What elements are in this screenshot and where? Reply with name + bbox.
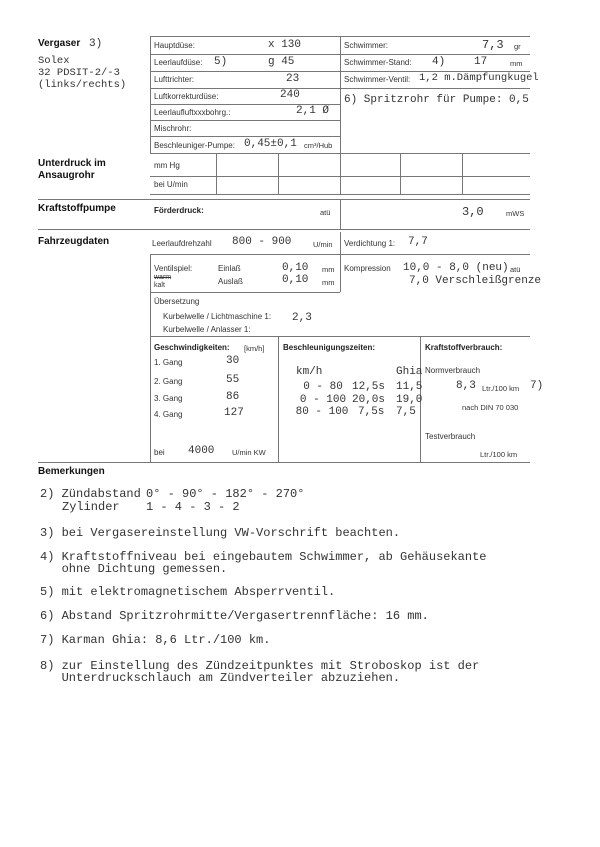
- beschleunigung-row-1-range: 0 - 80: [303, 381, 343, 393]
- luftkorrekturduese-label: Luftkorrekturdüse:: [154, 92, 219, 101]
- verbrauch-title: Kraftstoffverbrauch:: [425, 343, 503, 352]
- leerlaufduese-value: g 45: [268, 56, 295, 68]
- schwimmer-ventil-label: Schwimmer-Ventil:: [344, 75, 411, 84]
- foerderdruck-unit-left: atü: [320, 208, 331, 217]
- foerderdruck-unit-right: mWS: [506, 209, 525, 218]
- beschleunigung-row-3-ghia: 7,5: [396, 406, 416, 418]
- beschleunigung-row-3-time: 7,5s: [358, 406, 385, 418]
- schwimmer-stand-value: 17: [474, 56, 488, 68]
- vergaser-model-line-1: Solex: [38, 55, 70, 67]
- vergaser-title: Vergaser 3): [38, 38, 103, 50]
- schwimmer-ventil-value: 1,2 m.Dämpfungkugel: [419, 72, 539, 84]
- divider: [340, 153, 341, 194]
- schwimmer-unit: gr: [514, 42, 521, 51]
- spritzrohr-note: 6) Spritzrohr für Pumpe: 0,5: [344, 94, 529, 106]
- beschleunigung-row-2-ghia: 19,0: [396, 394, 423, 406]
- gang-3-label: 3. Gang: [154, 394, 183, 403]
- divider: [38, 199, 530, 200]
- divider: [150, 336, 530, 337]
- leerlaufluftbohrung-label: Leerlaufluftxxxbohrg.:: [154, 108, 231, 117]
- auslass-label: Auslaß: [218, 277, 243, 286]
- divider: [150, 254, 151, 336]
- leerlaufduese-note: 5): [214, 56, 228, 68]
- divider: [150, 292, 340, 293]
- testverbrauch-label: Testverbrauch: [425, 432, 476, 441]
- schwimmer-stand-label: Schwimmer-Stand:: [344, 58, 412, 67]
- schwimmer-label: Schwimmer:: [344, 41, 389, 50]
- beschleuniger-pumpe-value: 0,45±0,1: [244, 138, 297, 150]
- beschleunigung-col-ghia: Ghia: [396, 366, 423, 378]
- geschwindigkeiten-title: Geschwindigkeiten:: [154, 343, 230, 352]
- divider: [340, 254, 341, 292]
- ventilspiel-label: Ventilspiel:: [154, 264, 193, 273]
- divider: [216, 153, 217, 194]
- gang-4-label: 4. Gang: [154, 410, 183, 419]
- beschleunigung-row-2-range: 0 - 100: [299, 394, 347, 406]
- note-4-line-2: ohne Dichtung gemessen.: [40, 562, 228, 576]
- ventilspiel-warm-label: warm: [154, 274, 172, 281]
- hauptduese-label: Hauptdüse:: [154, 41, 195, 50]
- divider: [340, 199, 341, 229]
- zuendabstand-label: 2) Zündabstand: [40, 487, 141, 501]
- verdichtung-label: Verdichtung 1:: [344, 239, 396, 248]
- geschwindigkeiten-unit: [km/h]: [244, 344, 265, 353]
- divider: [150, 336, 151, 462]
- kurbel-anlasser-label: Kurbelwelle / Anlasser 1:: [163, 325, 251, 334]
- beschleuniger-pumpe-label: Beschleuniger-Pumpe:: [154, 141, 235, 150]
- unterdruck-title-1: Unterdruck im: [38, 158, 106, 169]
- hauptduese-value: x 130: [268, 39, 302, 51]
- ventilspiel-kalt-label: kalt: [154, 282, 165, 289]
- divider: [150, 36, 151, 153]
- gang-1-label: 1. Gang: [154, 358, 183, 367]
- divider: [400, 153, 401, 194]
- normverbrauch-unit: Ltr./100 km: [482, 384, 520, 393]
- schwimmer-stand-note: 4): [432, 56, 446, 68]
- note-7: 7) Karman Ghia: 8,6 Ltr./100 km.: [40, 633, 271, 647]
- fahrzeugdaten-title: Fahrzeugdaten: [38, 236, 110, 247]
- einlass-label: Einlaß: [218, 264, 241, 273]
- beschleunigung-row-3-range: 80 - 100: [295, 406, 349, 418]
- beschleunigung-row-1-time: 12,5s: [352, 381, 386, 393]
- leerlaufdrehzahl-unit: U/min: [313, 240, 333, 249]
- leerlaufdrehzahl-label: Leerlaufdrehzahl: [152, 239, 212, 248]
- beschleunigung-title: Beschleunigungszeiten:: [283, 343, 376, 352]
- leerlaufdrehzahl-value: 800 - 900: [232, 236, 292, 248]
- note-6: 6) Abstand Spritzrohrmitte/Vergasertrennfläche: 16 mm.: [40, 609, 429, 623]
- normverbrauch-label: Normverbrauch: [425, 366, 481, 375]
- note-5: 5) mit elektromagnetischem Absperrventil.: [40, 585, 336, 599]
- zylinder-label: Zylinder: [62, 500, 120, 514]
- auslass-unit: mm: [322, 278, 335, 287]
- leerlaufluftbohrung-value: 2,1 Ø: [296, 105, 330, 117]
- divider: [278, 336, 279, 462]
- kurbel-licht-value: 2,3: [292, 312, 312, 324]
- schwimmer-value: 7,3: [482, 38, 504, 52]
- kompression-value-1: 10,0 - 8,0 (neu): [403, 262, 509, 274]
- bei-unit: U/min KW: [232, 448, 266, 457]
- beschleunigung-row-2-time: 20,0s: [352, 394, 386, 406]
- bemerkungen-title: Bemerkungen: [38, 466, 105, 477]
- einlass-unit: mm: [322, 265, 335, 274]
- leerlaufduese-label: Leerlaufdüse:: [154, 58, 203, 67]
- zylinder-value: 1 - 4 - 3 - 2: [146, 500, 240, 514]
- divider: [38, 462, 530, 463]
- vergaser-model-line-2: 32 PDSIT-2/-3: [38, 67, 120, 79]
- auslass-value: 0,10: [282, 274, 309, 286]
- divider: [278, 153, 279, 194]
- beschleunigung-col-kmh: km/h: [296, 366, 323, 378]
- kurbel-licht-label: Kurbelwelle / Lichtmaschine 1:: [163, 312, 272, 321]
- gang-1-value: 30: [226, 355, 240, 367]
- note-4-line-1: 4) Kraftstoffniveau bei eingebautem Schwimmer, ab Gehäusekante: [40, 550, 487, 564]
- kompression-value-2: 7,0 Verschleißgrenze: [409, 275, 542, 287]
- schwimmer-stand-unit: mm: [510, 59, 523, 68]
- divider: [462, 153, 463, 194]
- divider: [340, 36, 341, 153]
- lufttrichter-value: 23: [286, 73, 300, 85]
- divider: [150, 136, 340, 137]
- note-3: 3) bei Vergasereinstellung VW-Vorschrift beachten.: [40, 526, 401, 540]
- foerderdruck-label: Förderdruck:: [154, 206, 204, 215]
- lufttrichter-label: Lufttrichter:: [154, 75, 195, 84]
- beschleunigung-row-1-ghia: 11,5: [396, 381, 423, 393]
- divider: [340, 232, 341, 254]
- unterdruck-mmhg-label: mm Hg: [154, 161, 180, 170]
- din-label: nach DIN 70 030: [462, 403, 519, 412]
- note-8-line-2: Unterdruckschlauch am Zündverteiler abzuziehen.: [40, 671, 401, 685]
- bei-label: bei: [154, 448, 165, 457]
- uebersetzung-label: Übersetzung: [154, 297, 200, 306]
- mischrohr-label: Mischrohr:: [154, 124, 192, 133]
- unterdruck-umin-label: bei U/min: [154, 180, 188, 189]
- gang-3-value: 86: [226, 391, 240, 403]
- vergaser-model-line-3: (links/rechts): [38, 79, 127, 91]
- testverbrauch-unit: Ltr./100 km: [480, 450, 518, 459]
- beschleuniger-pumpe-unit: cm³/Hub: [304, 141, 333, 150]
- bei-value: 4000: [188, 445, 215, 457]
- luftkorrekturduese-value: 240: [280, 89, 300, 101]
- kompression-label: Kompression: [344, 264, 391, 273]
- gang-4-value: 127: [224, 407, 244, 419]
- einlass-value: 0,10: [282, 262, 309, 274]
- kraftstoffpumpe-title: Kraftstoffpumpe: [38, 203, 116, 214]
- unterdruck-title-2: Ansaugrohr: [38, 170, 95, 181]
- normverbrauch-note: 7): [530, 380, 544, 392]
- gang-2-value: 55: [226, 374, 240, 386]
- zuendabstand-value: 0° - 90° - 182° - 270°: [146, 487, 305, 501]
- verdichtung-value: 7,7: [408, 236, 428, 248]
- note-8-line-1: 8) zur Einstellung des Zündzeitpunktes mit Stroboskop ist der: [40, 659, 480, 673]
- divider: [150, 194, 530, 195]
- vergaser-note: 3): [89, 38, 103, 50]
- foerderdruck-value: 3,0: [462, 205, 484, 219]
- kompression-unit: atü: [510, 265, 521, 274]
- normverbrauch-value: 8,3: [456, 380, 476, 392]
- gang-2-label: 2. Gang: [154, 377, 183, 386]
- divider: [38, 229, 530, 230]
- divider: [150, 120, 340, 121]
